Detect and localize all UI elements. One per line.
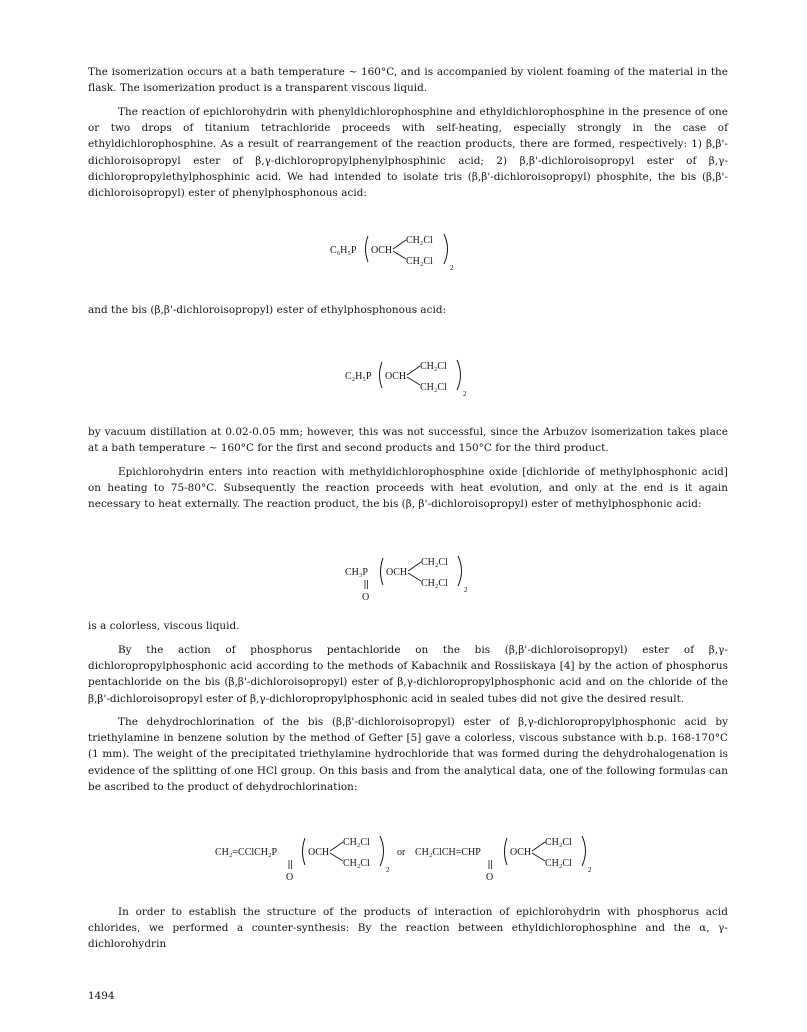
formula-methylphosphonic-ester (345, 550, 495, 609)
formula-4b-prefix: CH₂ClCH=CHP (415, 847, 481, 858)
formula-4-svg (215, 828, 635, 888)
paragraph-colorless-liquid: is a colorless, viscous liquid. (88, 620, 240, 632)
formula-4b-bottom: CH₂Cl (545, 858, 572, 869)
formula-1-top: CH₂Cl (406, 235, 433, 246)
formula-2-top: CH₂Cl (420, 361, 447, 372)
paragraph-methyldichlorophosphine: Epichlorohydrin enters into reaction with methyldichlorophosphine oxide [dichloride of methylphosphonic acid] on heating to 75-80°C. Subsequently the reaction proceeds with heat evolution, and only at the end is it again necessary to heat externally. The reaction product, the bis (β, β'-dichloroisopropyl) ester of methylphosphonic acid: (88, 466, 728, 511)
paragraph-epichlorohydrin-reaction: The reaction of epichlorohydrin with phenyldichlorophosphine and ethyldichlorophosphine in the presence of one or two drops of titanium tetrachloride proceeds with self-heating, especially strongly in the case of ethyldichlorophosphine. As a result of rearrangement of the reaction products, there are formed, respectively: 1) β,β'-dichloroisopropyl ester of β,γ-dichloropropylphenylphosphinic acid; 2) β,β'-dichloroisopropyl ester of β,γ-dichloropropylethylphosphinic acid. We had intended to isolate tris (β,β'-dichloroisopropyl) phosphite, the bis (β,β'-dichloroisopropyl) ester of phenylphosphonous acid: (88, 106, 728, 200)
formula-3-svg (345, 550, 495, 606)
paragraph-ethylphosphonous-intro: and the bis (β,β'-dichloroisopropyl) ester of ethylphosphonous acid: (88, 304, 447, 316)
formula-1-bottom: CH₂Cl (406, 256, 433, 267)
formula-1-group: OCH (371, 245, 393, 256)
paragraph-vacuum-distillation: by vacuum distillation at 0.02-0.05 mm; however, this was not successful, since the Arbuzov isomerization takes place at a bath temperature ~ 160°C for the first and second products and 150°C for the third product. (88, 426, 728, 455)
formula-3-subscript: 2 (464, 586, 468, 594)
formula-4a-bottom: CH₂Cl (343, 858, 370, 869)
formula-4b-top: CH₂Cl (545, 837, 572, 848)
formula-3-oxygen: O (362, 592, 370, 603)
formula-2-prefix: C₂H₅P (345, 371, 372, 382)
formula-3-group: OCH (386, 567, 408, 578)
formula-1-svg (330, 226, 480, 276)
formula-2-bottom: CH₂Cl (420, 382, 447, 393)
formula-2-group: OCH (385, 371, 407, 382)
formula-3-top: CH₂Cl (421, 557, 448, 568)
formula-4b-group: OCH (510, 847, 532, 858)
formula-4a-subscript: 2 (386, 866, 390, 874)
paragraph-dehydrochlorination: The dehydrochlorination of the bis (β,β'-dichloroisopropyl) ester of β,γ-dichloropropylphosphonic acid by triethylamine in benzene solution by the method of Gefter [5] gave a colorless, viscous substance with b.p. 168-170°C (1 mm). The weight of the precipitated triethylamine hydrochloride that was formed during the dehydrohalogenation is evidence of the splitting of one HCl group. On this basis and from the analytical data, one of the following formulas can be ascribed to the product of dehydrochlorination: (88, 716, 728, 793)
formula-2-subscript: 2 (463, 390, 467, 398)
formula-3-prefix: CH₃P (345, 567, 368, 578)
formula-4a-group: OCH (308, 847, 330, 858)
formula-4a-top: CH₂Cl (343, 837, 370, 848)
formula-4a-prefix: CH₂=CClCH₂P (215, 847, 278, 858)
formula-2-svg (345, 352, 495, 402)
formula-phenylphosphonous-ester (330, 226, 480, 279)
formula-1-subscript: 2 (450, 264, 454, 272)
formula-4b-subscript: 2 (588, 866, 592, 874)
formula-3-bottom: CH₂Cl (421, 578, 448, 589)
formula-1-prefix: C₆H₅P (330, 245, 357, 256)
formula-dehydrochlorination-products (215, 828, 635, 891)
formula-4b-oxygen: O (486, 872, 494, 883)
paragraph-phosphorus-pentachloride: By the action of phosphorus pentachloride on the bis (β,β'-dichloroisopropyl) ester of β,γ-dichloropropylphosphonic acid according to the methods of Kabachnik and Rossiiskaya [4] by the action of phosphorus pentachloride on the bis (β,β'-dichloroisopropyl) ester of β,γ-dichloropropylphosphonic acid and on the chloride of the β,β'-dichloroisopropyl ester of β,γ-dichloropropylphosphonic acid in sealed tubes did not give the desired result. (88, 644, 728, 705)
page-number: 1494 (88, 990, 115, 1002)
paragraph-counter-synthesis: In order to establish the structure of the products of interaction of epichlorohydrin with phosphorus acid chlorides, we performed a counter-synthesis: By the reaction between ethyldichlorophosphine and the α, γ-dichlorohydrin (88, 906, 728, 951)
formula-4a-oxygen: O (286, 872, 294, 883)
formula-ethylphosphonous-ester (345, 352, 495, 405)
formula-or-word: or (397, 847, 406, 858)
paragraph-isomerization: The isomerization occurs at a bath temperature ~ 160°C, and is accompanied by violent foaming of the material in the flask. The isomerization product is a transparent viscous liquid. (88, 66, 728, 95)
